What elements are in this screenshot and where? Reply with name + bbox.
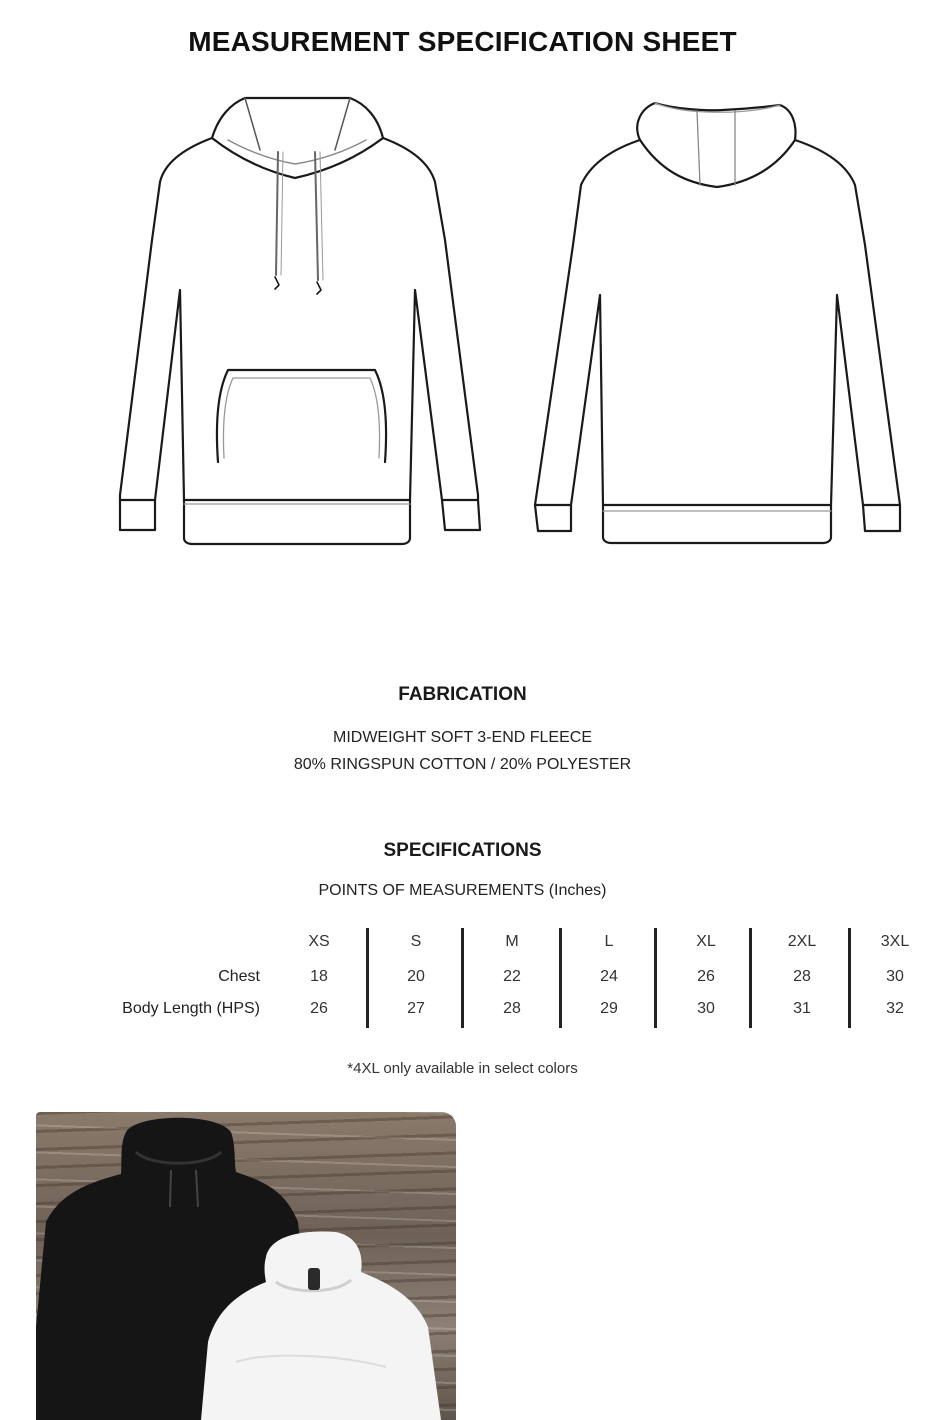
specifications-heading: SPECIFICATIONS: [383, 840, 542, 861]
table-cell: 30: [697, 1000, 715, 1017]
row-label-body-length: Body Length (HPS): [122, 1000, 260, 1017]
table-cell: 27: [407, 1000, 425, 1017]
column-divider: [461, 928, 464, 1028]
table-cell: 26: [310, 1000, 328, 1017]
table-cell: 18: [310, 968, 328, 985]
size-chart-table: [0, 925, 925, 1035]
table-cell: 28: [793, 968, 811, 985]
fabrication-heading: FABRICATION: [398, 684, 527, 705]
table-cell: 24: [600, 968, 618, 985]
size-header: 3XL: [880, 933, 910, 950]
table-cell: 30: [886, 968, 904, 985]
table-cell: 28: [503, 1000, 521, 1017]
page-title: MEASUREMENT SPECIFICATION SHEET: [188, 26, 737, 57]
table-cell: 29: [600, 1000, 618, 1017]
table-cell: 22: [503, 968, 521, 985]
availability-note: *4XL only available in select colors: [347, 1060, 578, 1077]
fabrication-line: 80% RINGSPUN COTTON / 20% POLYESTER: [293, 756, 632, 773]
hoodie-back-drawing: [525, 95, 910, 550]
table-cell: 31: [793, 1000, 811, 1017]
column-divider: [366, 928, 369, 1028]
table-cell: 20: [407, 968, 425, 985]
column-divider: [654, 928, 657, 1028]
table-cell: 32: [886, 1000, 904, 1017]
size-header: XL: [696, 933, 716, 950]
size-header: L: [604, 933, 614, 950]
column-divider: [848, 928, 851, 1028]
measurement-subtitle: POINTS OF MEASUREMENTS (Inches): [318, 882, 607, 899]
row-label-chest: Chest: [218, 968, 260, 985]
hoodie-front-drawing: [100, 90, 490, 550]
column-divider: [749, 928, 752, 1028]
column-divider: [559, 928, 562, 1028]
size-header: S: [410, 933, 422, 950]
fabrication-line: MIDWEIGHT SOFT 3-END FLEECE: [333, 729, 592, 746]
table-cell: 26: [697, 968, 715, 985]
size-header: M: [505, 933, 519, 950]
hoodies-product-photo: [36, 1112, 456, 1420]
size-header: XS: [308, 933, 330, 950]
size-header: 2XL: [787, 933, 817, 950]
